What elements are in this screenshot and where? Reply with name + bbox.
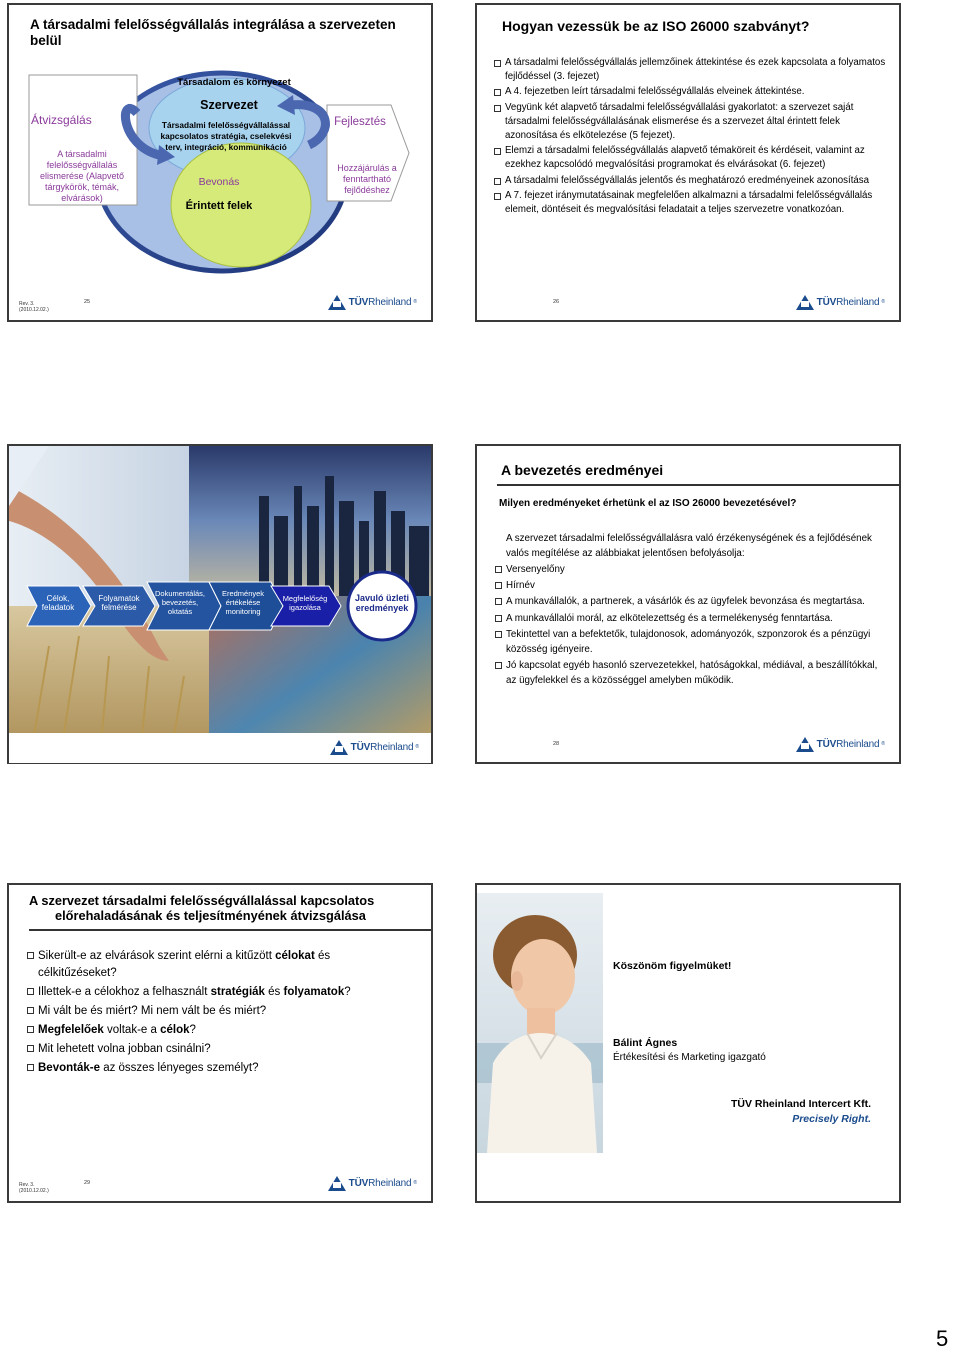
tuv-logo	[796, 736, 885, 752]
revision	[19, 1182, 49, 1194]
text-bold: célokat	[275, 950, 315, 962]
text: voltak-e a	[103, 1024, 161, 1036]
slide-footer	[9, 290, 431, 320]
bevonas-label: Bevonás	[198, 176, 240, 188]
bullet-item: A társadalmi felelősségvállalás jellemzőinek áttekintése és ezek kapcsolata a folyamatos fejlődéssel (3. fejezet)	[493, 56, 889, 84]
tuv-triangle-icon	[328, 295, 346, 310]
text-bold: célok	[160, 1024, 190, 1036]
tuv-bold: TÜV	[816, 738, 837, 750]
page-number: 29	[84, 1180, 91, 1186]
outer-label: Társadalom és környezet	[177, 77, 291, 88]
right-text: Hozzájárulás a fenntartható fejlődéshez	[337, 163, 397, 195]
text-bold: Bevonták-e	[38, 1062, 100, 1074]
tuv-light: Rheinland	[368, 1177, 412, 1189]
rev-text: Rev. 3.	[19, 1182, 35, 1188]
bullet-item: Versenyelőny	[494, 562, 887, 577]
right-title: Fejlesztés	[334, 116, 386, 128]
page-number: 26	[553, 299, 560, 305]
text: Sikerült-e az elvárások szerint elérni a kitűzött	[38, 950, 276, 962]
bullet-item: A 7. fejezet iránymutatásainak megfelelően alkalmazni a társadalmi felelősségvállalás elemeit, döntéseit és megvalósítási feladatait a teljes szervezetre vonatkozóan.	[493, 189, 889, 217]
text-bold: folyamatok	[283, 986, 345, 998]
slide-27	[7, 444, 433, 764]
bullet-item: Jó kapcsolat egyéb hasonló szervezetekkel, hatóságokkal, médiával, a beszállítókkal, az ügyfelekkel és a közösséggel amelyben működik.	[494, 658, 887, 688]
text: ?	[344, 986, 351, 998]
slide-footer	[477, 290, 899, 320]
step-label: Megfelelőség igazolása	[282, 594, 328, 612]
erintett-label: Érintett felek	[185, 200, 253, 212]
slide-27-footer	[9, 733, 431, 763]
company-name: TÜV Rheinland Intercert Kft.	[730, 1098, 871, 1110]
bullet-item: A társadalmi felelősségvállalás jelentős és meghatározó eredményeinek azonosítása	[493, 174, 889, 188]
presenter-name: Bálint Ágnes	[613, 1037, 678, 1049]
text-bold: stratégiák	[210, 986, 265, 998]
presenter-role: Értékesítési és Marketing igazgató	[613, 1052, 766, 1063]
tuv-triangle-icon	[330, 740, 348, 755]
rev-text: Rev. 3.	[19, 301, 35, 307]
bullet-item: Hírnév	[494, 578, 887, 593]
bullet-item: A munkavállalói morál, az elkötelezettség és a termelékenység fenntartása.	[494, 611, 887, 626]
page-number-global: 5	[936, 1326, 949, 1351]
tuv-bold: TÜV	[350, 741, 371, 753]
tuv-light: Rheinland	[368, 296, 412, 308]
tuv-logo	[328, 294, 417, 310]
bullet-list	[493, 56, 889, 217]
tuv-logo	[796, 294, 885, 310]
slide-footer	[477, 732, 899, 762]
bullet-item: Elemzi a társadalmi felelősségvállalás alapvető témaköreit és kérdéseit, valamint az ezekhez kapcsolódó megvalósítási programokat és elvárásokat (6. fejezet)	[493, 144, 889, 172]
title-line-1: A szervezet társadalmi felelősségvállalással kapcsolatos	[29, 893, 375, 908]
slide-30	[475, 883, 901, 1203]
question: Milyen eredményeket érhetünk el az ISO 26000 bevezetésével?	[499, 498, 797, 509]
text: és célkitűzéseket?	[38, 950, 331, 979]
tuv-light: Rheinland	[836, 296, 880, 308]
tuv-logo	[330, 739, 419, 755]
bullet-item: A munkavállalók, a partnerek, a vásárlók és az ügyfelek bevonzása és megtartása.	[494, 594, 887, 609]
text: és	[264, 986, 284, 998]
tuv-light: Rheinland	[836, 738, 880, 750]
left-title: Átvizsgálás	[31, 113, 92, 127]
tuv-triangle-icon	[796, 295, 814, 310]
bullet-item	[26, 948, 401, 982]
text: ?	[189, 1024, 196, 1036]
step-label: Célok, feladatok	[41, 594, 75, 612]
rev-date: (2010.12.02.)	[19, 307, 49, 313]
bullet-item	[26, 984, 401, 1001]
step-label: Folyamatok felmérése	[98, 594, 140, 612]
tuv-bold: TÜV	[816, 296, 837, 308]
bullet-item: Mit lehetett volna jobban csinálni?	[26, 1041, 401, 1058]
slide-title	[29, 893, 374, 923]
text: az összes lényeges személyt?	[100, 1062, 259, 1074]
slide-title: A bevezetés eredményei	[501, 462, 664, 478]
tuv-logo	[328, 1175, 417, 1191]
tuv-bold: TÜV	[348, 1177, 369, 1189]
slide-28	[475, 444, 901, 764]
bullet-item: Tekintettel van a befektetők, tulajdonosok, adományozók, szponzorok és a pénzügyi közösség igényeire.	[494, 627, 887, 657]
slide-title: A társadalmi felelősségvállalás integrálása a szervezeten belül	[30, 17, 396, 48]
bullet-list	[26, 948, 401, 1079]
slogan: Precisely Right.	[792, 1113, 871, 1125]
intro-text: A szervezet társadalmi felelősségvállalásra való érzékenységének és a fejlődésének valós megítélése az alábbiakat jelentősen befolyásolja:	[506, 533, 872, 560]
page-number: 28	[553, 741, 560, 747]
bullet-item	[26, 1022, 401, 1039]
title-rule	[29, 929, 431, 931]
org-title: Szervezet	[200, 98, 258, 112]
boy-photo	[477, 893, 603, 1153]
text-bold: Megfelelőek	[38, 1024, 104, 1036]
tuv-reg: ®	[881, 299, 885, 305]
slide-26	[475, 3, 901, 322]
revision	[19, 301, 49, 313]
slide-25	[7, 3, 433, 322]
step-label: Dokumentálás, bevezetés, oktatás	[154, 589, 206, 616]
text: Illettek-e a célokhoz a felhasznált	[38, 986, 211, 998]
bullet-item	[26, 1060, 401, 1077]
slide-footer	[9, 1171, 431, 1201]
tuv-reg: ®	[881, 741, 885, 747]
tuv-bold: TÜV	[348, 296, 369, 308]
org-text: Társadalmi felelősségvállalással kapcsolatos stratégia, cselekvési terv, integráció, kommunikáció	[160, 120, 292, 152]
tuv-reg: ®	[413, 299, 417, 305]
left-text: A társadalmi felelősségvállalás elismerése (Alapvető tárgykörök, témák, elvárások)	[39, 149, 125, 203]
tuv-reg: ®	[413, 1180, 417, 1186]
tuv-reg: ®	[415, 744, 419, 750]
tuv-light: Rheinland	[370, 741, 414, 753]
bullet-item: A 4. fejezetben leírt társadalmi felelősségvállalás elveinek áttekintése.	[493, 85, 889, 99]
bullet-item: Vegyünk két alapvető társadalmi felelősségvállalási gyakorlatot: a szervezet saját társadalmi felelősségvállalásának elismerése és a szervezet által érintett felek azonosítása és elkötelezése (5 fejezet).	[493, 101, 889, 144]
tuv-triangle-icon	[328, 1176, 346, 1191]
rev-date: (2010.12.02.)	[19, 1188, 49, 1194]
tuv-triangle-icon	[796, 737, 814, 752]
title-line-2: előrehaladásának és teljesítményének átvizsgálása	[55, 908, 366, 923]
slide-29	[7, 883, 433, 1203]
bullet-list	[494, 562, 887, 689]
thanks-text: Köszönöm figyelmüket!	[613, 960, 732, 972]
result-label: Javuló üzleti eredmények	[354, 593, 409, 613]
step-label: Eredmények értékelése monitoring	[221, 589, 265, 616]
title-bar	[497, 454, 901, 486]
page-number: 25	[84, 299, 91, 305]
bullet-item: Mi vált be és miért? Mi nem vált be és miért?	[26, 1003, 401, 1020]
slide-title: Hogyan vezessük be az ISO 26000 szabványt?	[502, 18, 810, 34]
